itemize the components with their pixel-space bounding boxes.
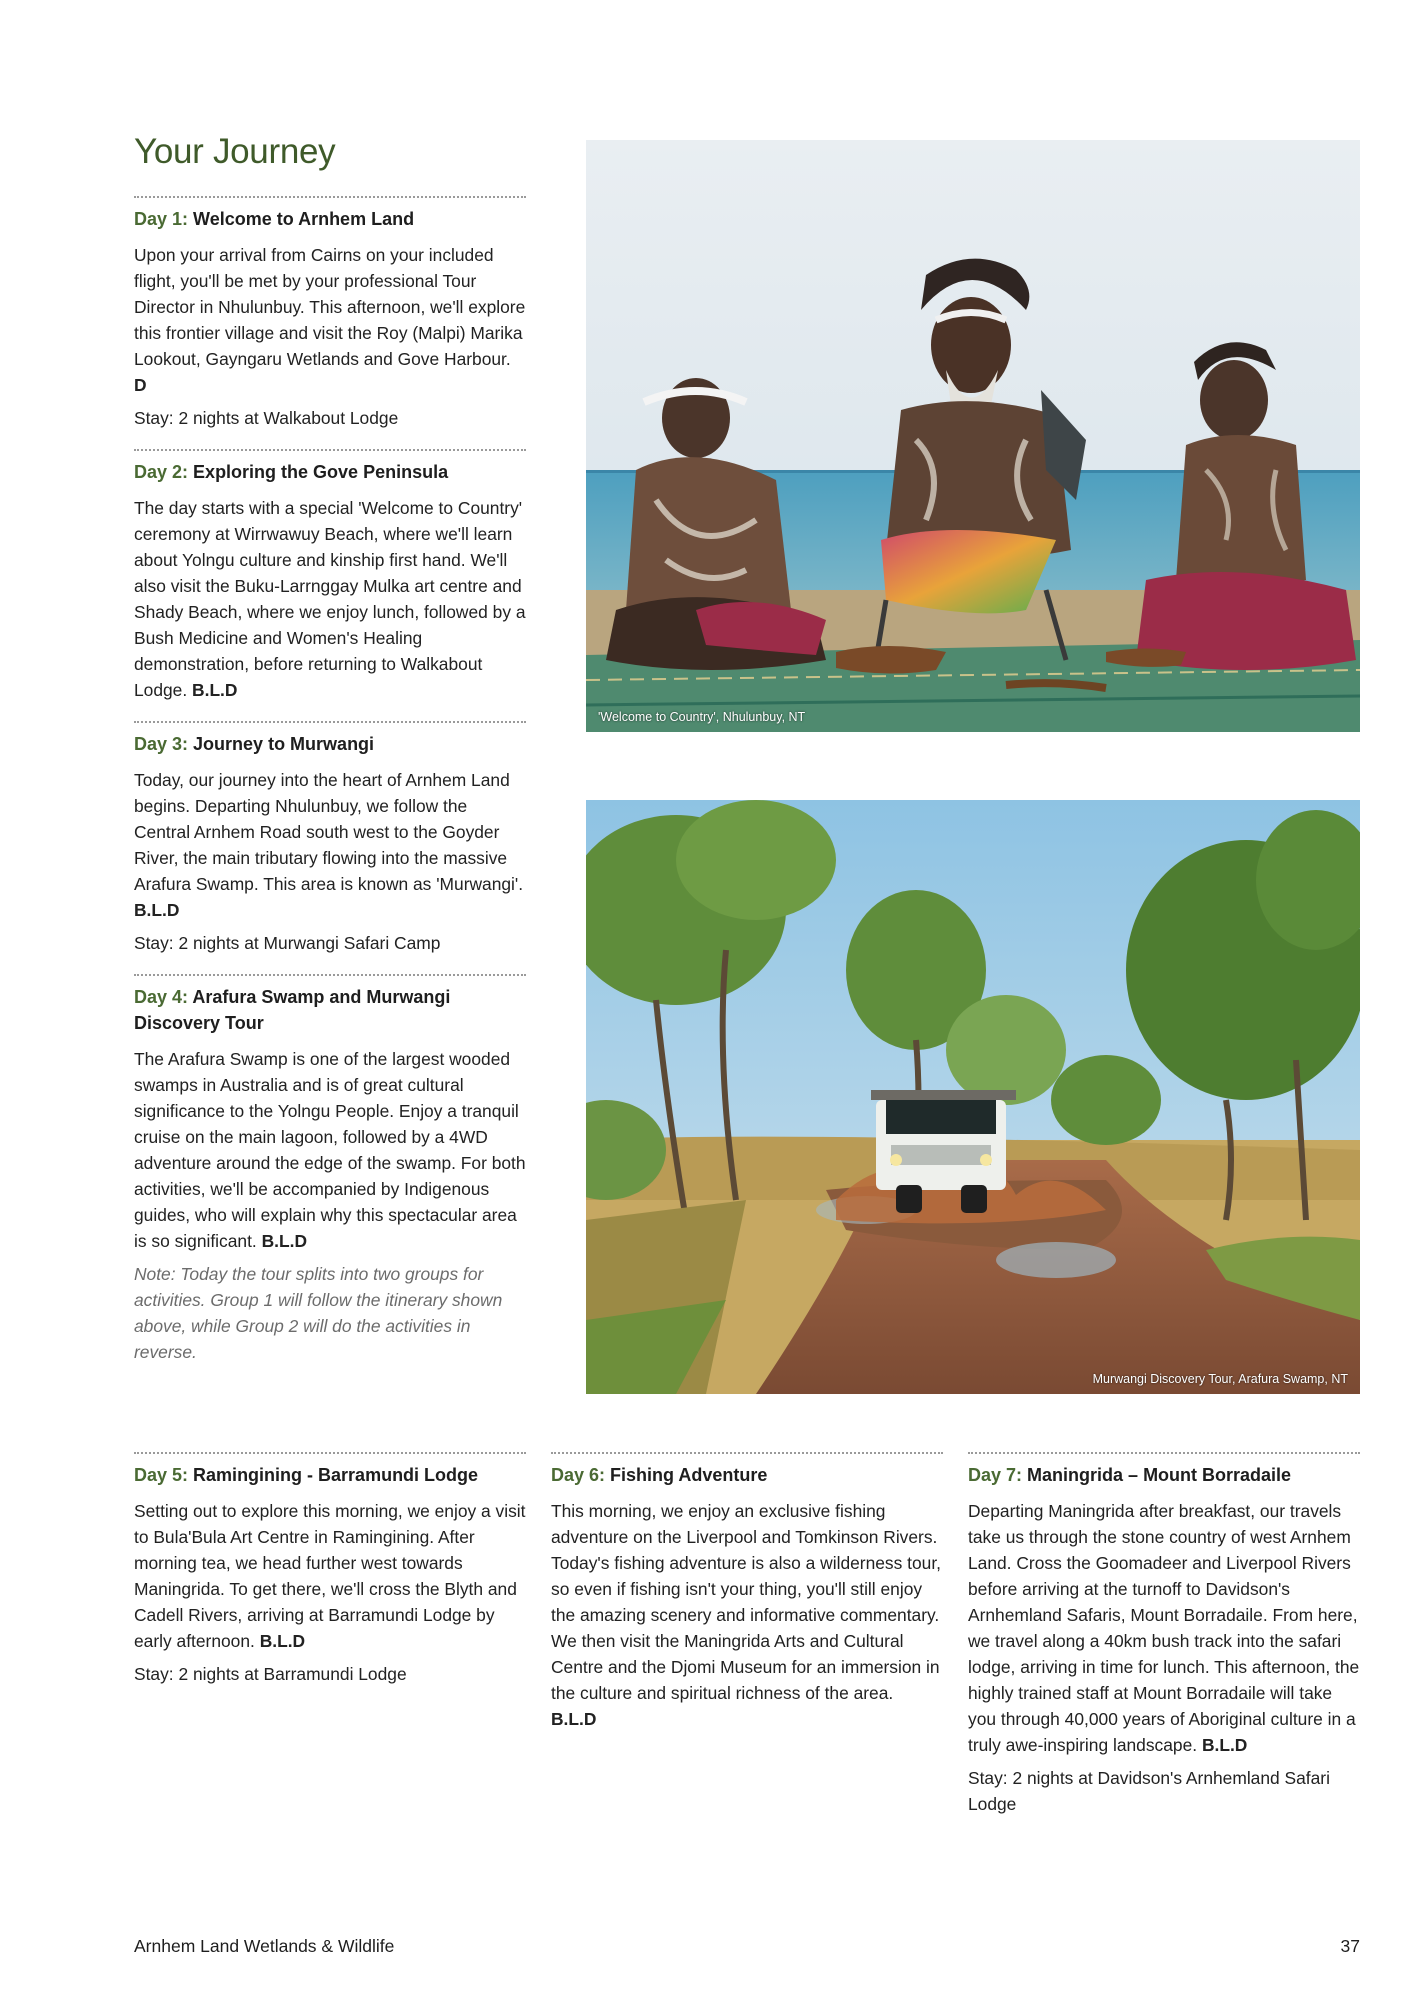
day-4-title: Arafura Swamp and Murwangi Discovery Tour	[134, 987, 451, 1033]
footer-title: Arnhem Land Wetlands & Wildlife	[134, 1936, 395, 1956]
day-3-title: Journey to Murwangi	[193, 734, 375, 754]
top-photo-caption: 'Welcome to Country', Nhulunbuy, NT	[598, 710, 806, 724]
day-5-title: Ramingining - Barramundi Lodge	[193, 1465, 479, 1485]
day-2-title: Exploring the Gove Peninsula	[193, 462, 449, 482]
day-1-heading	[134, 206, 526, 232]
page-number: 37	[1340, 1936, 1360, 1956]
day-2-description	[134, 495, 526, 703]
left-column	[134, 196, 526, 1383]
murwangi-tour-photo	[586, 800, 1360, 1394]
day-7-stay: Stay: 2 nights at Davidson's Arnhemland Safari Lodge	[968, 1768, 1330, 1814]
day-5-meals: B.L.D	[259, 1631, 306, 1651]
day-5-number: Day 5:	[134, 1465, 189, 1485]
day-3-heading	[134, 731, 526, 757]
day-4-note: Note: Today the tour splits into two groups for activities. Group 1 will follow the itinerary shown above, while Group 2 will do the activities in reverse.	[134, 1264, 503, 1362]
day-2-heading	[134, 459, 526, 485]
day-6-number: Day 6:	[551, 1465, 606, 1485]
day-6-title: Fishing Adventure	[610, 1465, 768, 1485]
day-5-heading	[134, 1462, 526, 1488]
day-3-block	[134, 721, 526, 956]
day-4-heading	[134, 984, 526, 1036]
day-5-column	[134, 1452, 526, 1705]
welcome-to-country-photo	[586, 140, 1360, 732]
day-1-description	[134, 242, 526, 398]
day-6-meals: B.L.D	[551, 1709, 597, 1729]
day-4-description	[134, 1046, 526, 1254]
day-1-block	[134, 196, 526, 431]
day-7-text: Departing Maningrida after breakfast, our travels take us through the stone country of west Arnhem Land. Cross the Goomadeer and Liverpool Rivers before arriving at the turnoff to Davidson's Arnhemland Safaris, Mount Borradaile. From here, we travel along a 40km bush track into the safari lodge, arriving in time for lunch. This afternoon, the highly trained staff at Mount Borradaile will take you through 40,000 years of Aboriginal culture in a truly awe-inspiring landscape.	[968, 1501, 1360, 1755]
day-7-description	[968, 1498, 1360, 1758]
day-6-text: This morning, we enjoy an exclusive fishing adventure on the Liverpool and Tomkinson Rivers. Today's fishing adventure is also a wilderness tour, so even if fishing isn't your thing, you'll still enjoy the amazing scenery and informative commentary. We then visit the Maningrida Arts and Cultural Centre and the Djomi Museum for an immersion in the culture and spiritual richness of the area.	[551, 1501, 941, 1703]
bottom-photo-caption: Murwangi Discovery Tour, Arafura Swamp, NT	[1092, 1372, 1348, 1386]
day-1-title: Welcome to Arnhem Land	[193, 209, 415, 229]
day-5-block	[134, 1452, 526, 1687]
day-3-stay: Stay: 2 nights at Murwangi Safari Camp	[134, 933, 441, 953]
day-6-description	[551, 1498, 943, 1732]
day-2-meals: B.L.D	[192, 680, 238, 700]
day-6-column	[551, 1452, 943, 1750]
day-3-text: Today, our journey into the heart of Arnhem Land begins. Departing Nhulunbuy, we follow the Central Arnhem Road south west to the Goyder River, the main tributary flowing into the massive Arafura Swamp. This area is known as 'Murwangi'.	[134, 770, 524, 894]
day-4-block	[134, 974, 526, 1365]
day-1-stay: Stay: 2 nights at Walkabout Lodge	[134, 408, 399, 428]
day-1-meals: D	[134, 375, 147, 395]
day-1-number: Day 1:	[134, 209, 189, 229]
day-6-heading	[551, 1462, 943, 1488]
day-5-description	[134, 1498, 526, 1654]
day-7-heading	[968, 1462, 1360, 1488]
day-2-text: The day starts with a special 'Welcome to Country' ceremony at Wirrwawuy Beach, where we'll learn about Yolngu culture and kinship first hand. We'll also visit the Buku-Larrnggay Mulka art centre and Shady Beach, where we enjoy lunch, followed by a Bush Medicine and Women's Healing demonstration, before returning to Walkabout Lodge.	[134, 498, 526, 700]
day-5-text: Setting out to explore this morning, we enjoy a visit to Bula'Bula Art Centre in Ramingining. After morning tea, we head further west towards Maningrida. To get there, we'll cross the Blyth and Cadell Rivers, arriving at Barramundi Lodge by early afternoon.	[134, 1501, 526, 1651]
day-1-text: Upon your arrival from Cairns on your included flight, you'll be met by your professional Tour Director in Nhulunbuy. This afternoon, we'll explore this frontier village and visit the Roy (Malpi) Marika Lookout, Gayngaru Wetlands and Gove Harbour.	[134, 245, 526, 369]
day-4-meals: B.L.D	[261, 1231, 308, 1251]
day-7-column	[968, 1452, 1360, 1835]
day-7-block	[968, 1452, 1360, 1817]
day-7-meals: B.L.D	[1201, 1735, 1248, 1755]
day-6-block	[551, 1452, 943, 1732]
page-title: Your Journey	[134, 132, 336, 171]
day-2-block	[134, 449, 526, 703]
day-3-description	[134, 767, 526, 923]
four-wheel-drive-illustration	[586, 800, 1360, 1394]
day-2-number: Day 2:	[134, 462, 189, 482]
day-3-number: Day 3:	[134, 734, 189, 754]
day-4-text: The Arafura Swamp is one of the largest wooded swamps in Australia and is of great cultural significance to the Yolngu People. Enjoy a tranquil cruise on the main lagoon, followed by a 4WD adventure around the edge of the swamp. For both activities, we'll be accompanied by Indigenous guides, who will explain why this spectacular area is so significant.	[134, 1049, 526, 1251]
day-5-stay: Stay: 2 nights at Barramundi Lodge	[134, 1664, 407, 1684]
day-7-number: Day 7:	[968, 1465, 1023, 1485]
day-3-meals: B.L.D	[134, 900, 180, 920]
day-7-title: Maningrida – Mount Borradaile	[1027, 1465, 1292, 1485]
welcome-ceremony-illustration	[586, 140, 1360, 732]
day-4-number: Day 4:	[134, 987, 189, 1007]
